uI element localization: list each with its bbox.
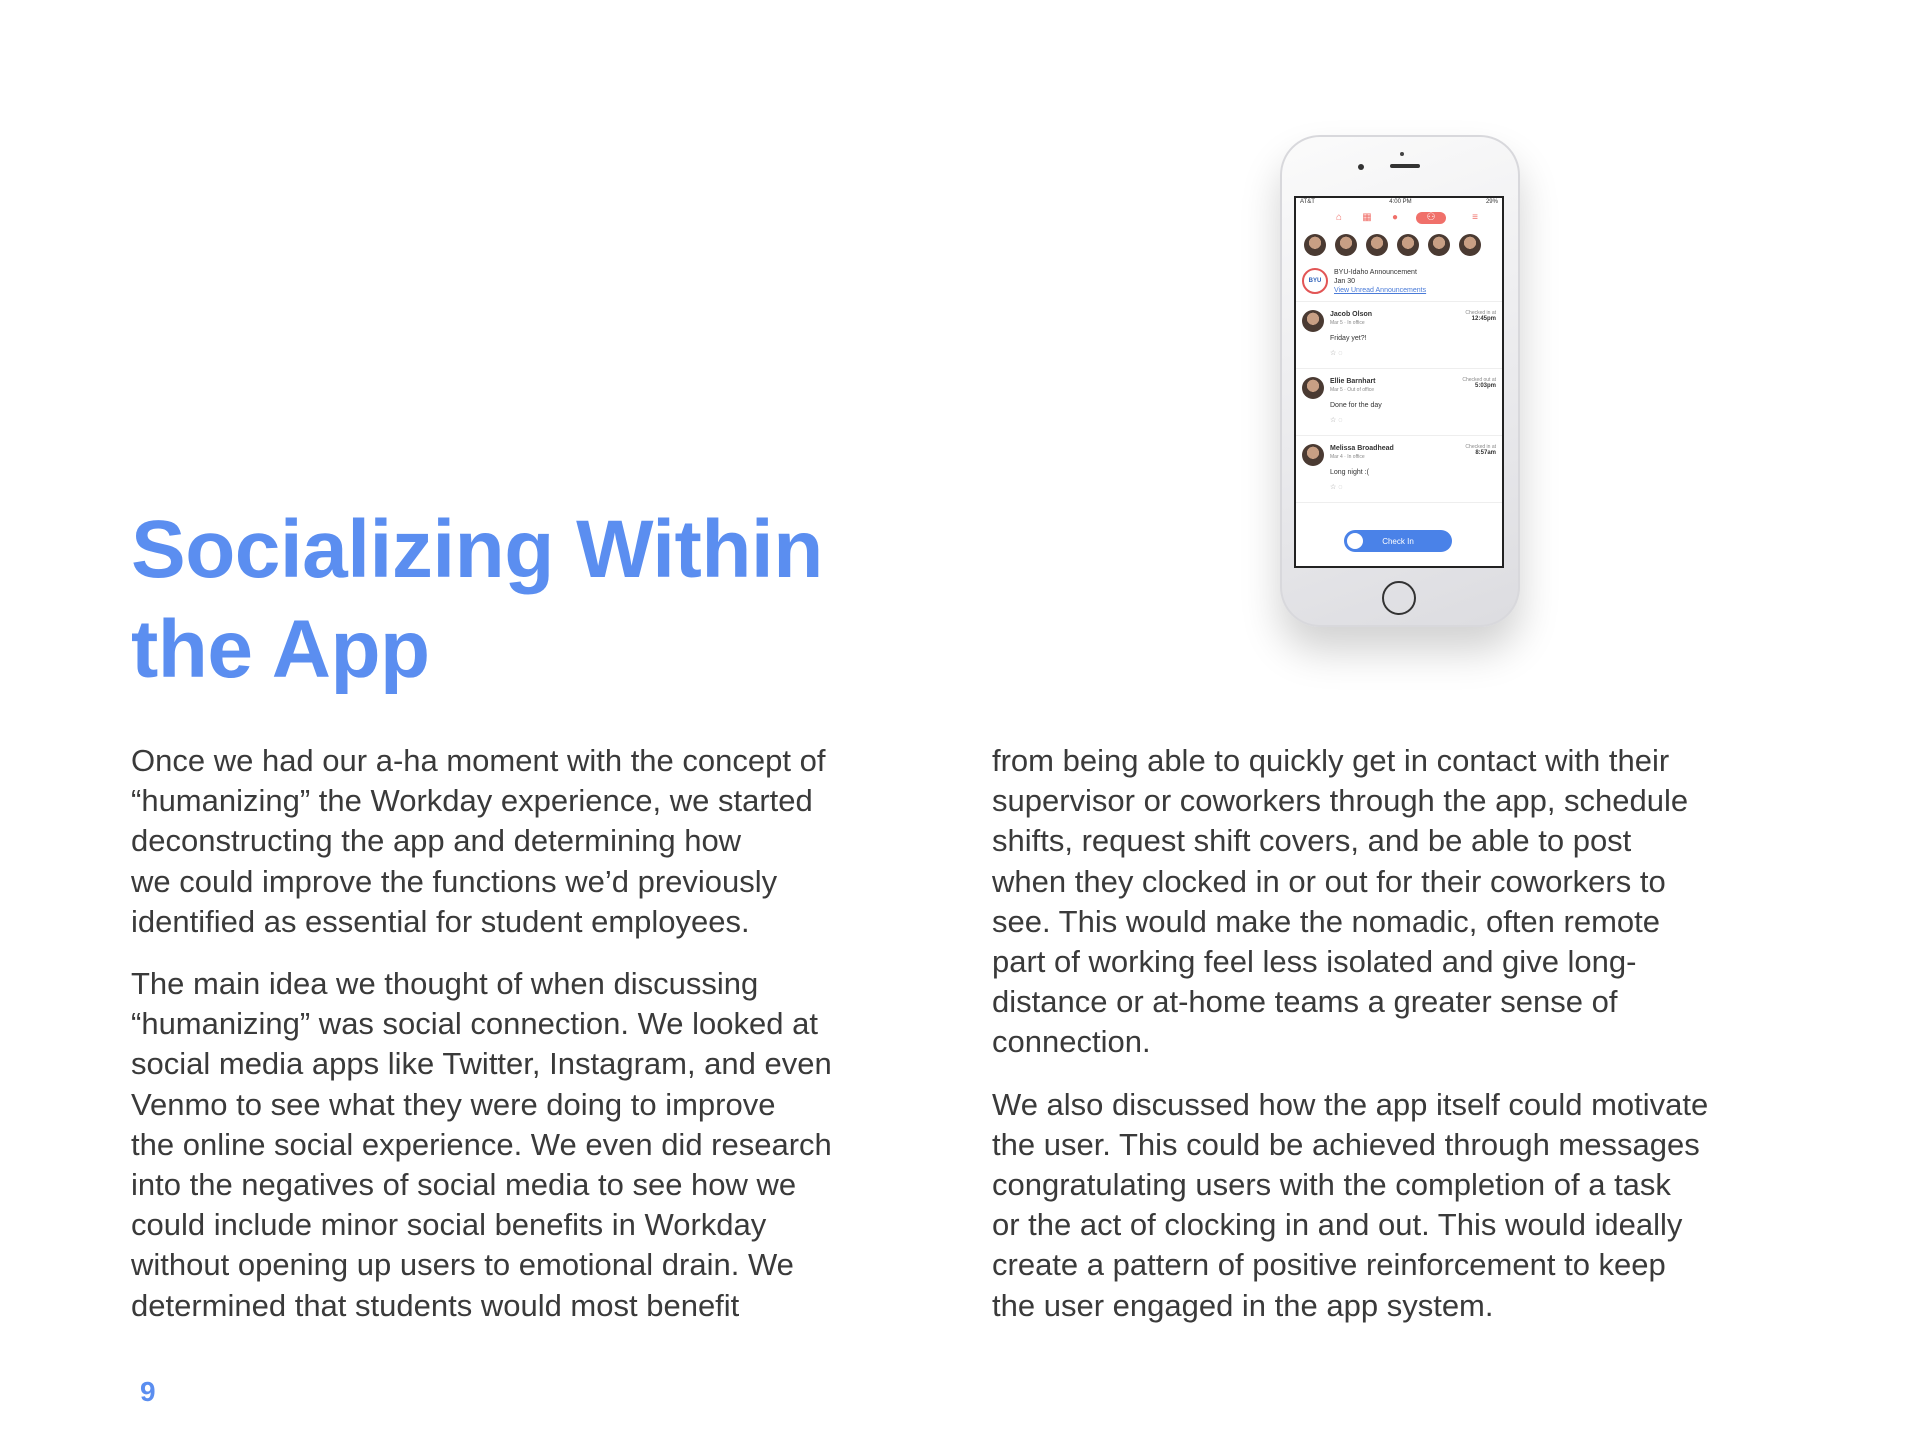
app-nav-bar: [1296, 206, 1502, 228]
check-in-label: Check In: [1382, 536, 1414, 546]
post-status: Checked in at: [1465, 310, 1496, 316]
post-actions[interactable]: ☆ ◌: [1330, 350, 1343, 357]
right-text-column: [992, 741, 1822, 1348]
paragraph: [131, 741, 961, 942]
text-line: we could improve the functions we’d previously: [131, 863, 778, 899]
text-line: determined that students would most benefit: [131, 1287, 740, 1323]
avatar[interactable]: [1459, 234, 1481, 256]
page-title: [131, 500, 931, 700]
coworker-avatar-row: [1296, 228, 1502, 262]
money-icon[interactable]: ●: [1391, 212, 1399, 223]
avatar[interactable]: [1302, 310, 1324, 332]
paragraph: [992, 1085, 1822, 1326]
feed-post: [1296, 436, 1502, 503]
feed-post: [1296, 369, 1502, 436]
paragraph: [992, 741, 1822, 1063]
status-time: 4:00 PM: [1389, 199, 1412, 205]
text-line: “humanizing” the Workday experience, we started: [131, 783, 813, 819]
phone-speaker: [1390, 164, 1420, 168]
announcement-title: BYU-Idaho Announcement: [1334, 269, 1417, 276]
post-actions[interactable]: ☆ ◌: [1330, 417, 1343, 424]
phone-status-bar: [1296, 198, 1502, 206]
view-announcements-link[interactable]: View Unread Announcements: [1334, 287, 1427, 294]
text-line: The main idea we thought of when discussing: [131, 966, 759, 1002]
post-meta: Mar 5 · Out of office: [1330, 387, 1375, 393]
calendar-icon[interactable]: ▦: [1362, 212, 1372, 223]
people-icon[interactable]: ⚇: [1416, 212, 1446, 224]
text-line: identified as essential for student employees.: [131, 903, 750, 939]
avatar[interactable]: [1428, 234, 1450, 256]
post-time: 12:45pm: [1471, 316, 1496, 322]
text-line: We also discussed how the app itself could motivate: [992, 1086, 1709, 1122]
post-status: Checked in at: [1465, 444, 1496, 450]
post-message: Friday yet?!: [1330, 335, 1367, 342]
text-line: Once we had our a-ha moment with the concept of: [131, 743, 826, 778]
post-meta: Mar 4 · In office: [1330, 454, 1365, 460]
text-line: “humanizing” was social connection. We looked at: [131, 1006, 818, 1042]
post-author: Ellie Barnhart: [1330, 378, 1376, 385]
home-icon[interactable]: ⌂: [1335, 212, 1343, 223]
phone-mockup: [1280, 135, 1520, 627]
text-line: the online social experience. We even did research: [131, 1126, 832, 1162]
text-line: when they clocked in or out for their coworkers to: [992, 863, 1666, 899]
text-line: without opening up users to emotional drain. We: [131, 1247, 794, 1283]
post-message: Long night :(: [1330, 469, 1369, 476]
toggle-knob: [1347, 533, 1363, 549]
post-meta: Mar 5 · In office: [1330, 320, 1365, 326]
text-line: see. This would make the nomadic, often remote: [992, 903, 1660, 939]
text-line: Venmo to see what they were doing to improve: [131, 1086, 776, 1122]
feed-post: [1296, 302, 1502, 369]
avatar[interactable]: [1304, 234, 1326, 256]
text-line: connection.: [992, 1024, 1151, 1060]
text-line: create a pattern of positive reinforcement to keep: [992, 1247, 1666, 1283]
menu-icon[interactable]: ≡: [1472, 212, 1478, 223]
page-number: 9: [140, 1376, 156, 1407]
avatar[interactable]: [1302, 377, 1324, 399]
text-line: the user engaged in the app system.: [992, 1287, 1494, 1323]
announcement-card: [1296, 262, 1502, 302]
text-line: the user. This could be achieved through messages: [992, 1126, 1700, 1162]
left-text-column: [131, 741, 961, 1348]
text-line: into the negatives of social media to see how we: [131, 1167, 797, 1203]
post-message: Done for the day: [1330, 402, 1382, 409]
status-battery: 29%: [1485, 199, 1498, 205]
announcement-date: Jan 30: [1334, 278, 1356, 285]
byu-logo: BYU: [1302, 268, 1328, 294]
check-in-button[interactable]: [1344, 530, 1452, 552]
post-author: Jacob Olson: [1330, 311, 1373, 318]
paragraph: [131, 964, 961, 1326]
home-button: [1382, 581, 1416, 615]
avatar[interactable]: [1335, 234, 1357, 256]
avatar[interactable]: [1397, 234, 1419, 256]
phone-sensor: [1400, 152, 1404, 156]
text-line: deconstructing the app and determining how: [131, 823, 742, 859]
text-line: congratulating users with the completion of a task: [992, 1167, 1671, 1203]
status-carrier: AT&T: [1300, 199, 1315, 205]
text-line: part of working feel less isolated and give long-: [992, 944, 1637, 980]
text-line: social media apps like Twitter, Instagram, and even: [131, 1046, 832, 1082]
page-title-line-2: the App: [131, 604, 430, 695]
text-line: could include minor social benefits in Workday: [131, 1207, 767, 1243]
post-time: 8:57am: [1475, 450, 1496, 456]
page-title-line-1: Socializing Within: [131, 504, 823, 595]
text-line: supervisor or coworkers through the app, schedule: [992, 783, 1689, 819]
post-author: Melissa Broadhead: [1330, 445, 1394, 452]
text-line: shifts, request shift covers, and be able to post: [992, 823, 1632, 859]
phone-camera: [1358, 164, 1364, 170]
avatar[interactable]: [1302, 444, 1324, 466]
post-actions[interactable]: ☆ ◌: [1330, 484, 1343, 491]
text-line: distance or at-home teams a greater sense of: [992, 984, 1618, 1020]
post-status: Checked out at: [1462, 377, 1496, 383]
phone-screen: [1294, 196, 1504, 568]
text-line: or the act of clocking in and out. This would ideally: [992, 1207, 1683, 1243]
avatar[interactable]: [1366, 234, 1388, 256]
post-time: 5:03pm: [1474, 383, 1496, 389]
text-line: from being able to quickly get in contact with their: [992, 743, 1670, 778]
